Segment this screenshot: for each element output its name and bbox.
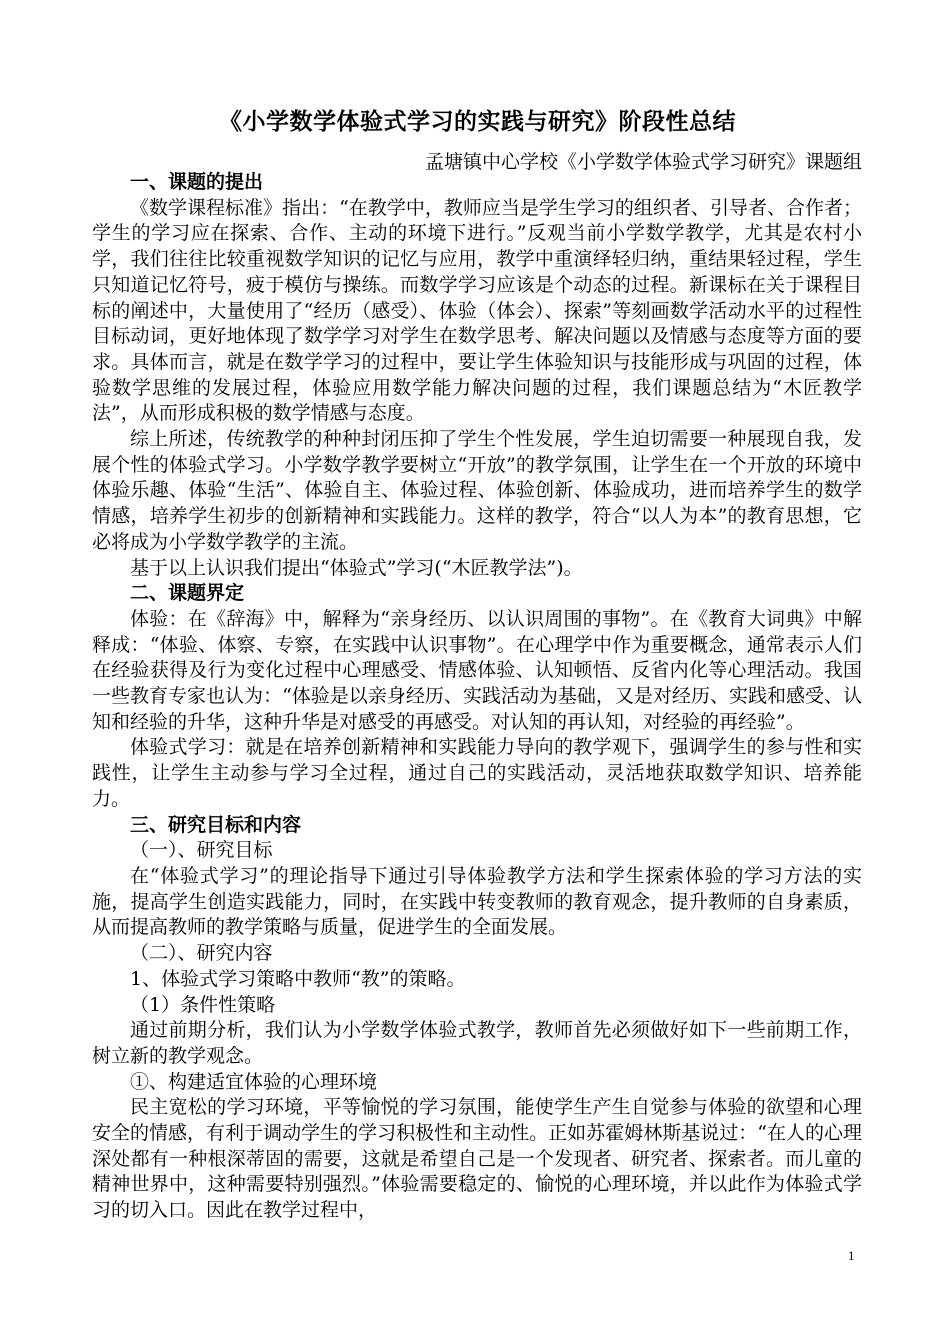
body-paragraph: 体验：在《辞海》中，解释为“亲身经历、以认识周围的事物”。在《教育大词典》中解释成：“体验、体察、专察，在实践中认识事物”。在心理学中作为重要概念，通常表示人们在经验获得及行为变化过程中心理感受、情感体验、认知顿悟、反省内化等心理活动。我国一些教育专家也认为：“体验是以亲身经历、实践活动为基础，又是对经历、实践和感受、认知和经验的升华，这种升华是对感受的再感受。对认知的再认知，对经验的再经验”。 xyxy=(92,607,862,733)
body-paragraph: 在“体验式学习”的理论指导下通过引导体验教学方法和学生探索体验的学习方法的实施，提高学生创造实践能力，同时，在实践中转变教师的教育观念，提升教师的自身素质，从而提高教师的教学策略与质量，促进学生的全面发展。 xyxy=(92,864,862,939)
list-item: ①、构建适宜体验的心理环境 xyxy=(130,1070,378,1093)
list-item: （1）条件性策略 xyxy=(130,993,276,1016)
body-paragraph: 体验式学习：就是在培养创新精神和实践能力导向的教学观下，强调学生的参与性和实践性，让学生主动参与学习全过程，通过自己的实践活动，灵活地获取数学知识、培养能力。 xyxy=(92,736,862,810)
body-paragraph: 民主宽松的学习环境，平等愉悦的学习氛围，能使学生产生自觉参与体验的欲望和心理安全的情感，有利于调动学生的学习积极性和主动性。正如苏霍姆林斯基说过：“在人的心理深处都有一种根深蒂固的需要，这就是希望自己是一个发现者、研究者、探索者。而儿童的精神世界中，这种需要特别强烈。”体验需要稳定的、愉悦的心理环境，并以此作为体验式学习的切入口。因此在教学过程中， xyxy=(92,1096,862,1222)
body-paragraph: 通过前期分析，我们认为小学数学体验式教学，教师首先必须做好如下一些前期工作，树立新的教学观念。 xyxy=(92,1019,862,1067)
subsection-heading: （二）、研究内容 xyxy=(130,942,273,965)
body-paragraph: 《数学课程标准》指出：“在教学中，教师应当是学生学习的组织者、引导者、合作者；学生的学习应在探索、合作、主动的环境下进行。”反观当前小学数学教学，尤其是农村小学，我们往往比较重视数学知识的记忆与应用，教学中重演绎轻归纳，重结果轻过程，学生只知道记忆符号，疲于模仿与操练。而数学学习应该是个动态的过程。新课标在关于课程目标的阐述中，大量使用了“经历（感受）、体验（体会）、探索”等刻画数学活动水平的过程性目标动词，更好地体现了数学学习对学生在数学思考、解决问题以及情感与态度等方面的要求。具体而言，就是在数学学习的过程中，要让学生体验知识与技能形成与巩固的过程，体验数学思维的发展过程，体验应用数学能力解决问题的过程，我们课题总结为“木匠教学法”，从而形成积极的数学情感与态度。 xyxy=(92,196,862,425)
body-paragraph: 基于以上认识我们提出“体验式”学习(“木匠教学法”)。 xyxy=(130,556,583,579)
section-heading: 二、课题界定 xyxy=(130,582,245,605)
subsection-heading: （一）、研究目标 xyxy=(130,839,273,862)
list-item: 1、体验式学习策略中教师“教”的策略。 xyxy=(130,967,466,990)
section-heading: 一、课题的提出 xyxy=(130,171,264,193)
document-title: 《小学数学体验式学习的实践与研究》阶段性总结 xyxy=(219,108,736,135)
document-body xyxy=(92,170,862,1224)
body-paragraph: 综上所述，传统教学的种种封闭压抑了学生个性发展，学生迫切需要一种展现自我，发展个性的体验式学习。小学数学教学要树立“开放”的教学氛围，让学生在一个开放的环境中体验乐趣、体验“生活”、体验自主、体验过程、体验创新、体验成功，进而培养学生的数学情感，培养学生初步的创新精神和实践能力。这样的教学，符合“以人为本”的教育思想，它必将成为小学数学教学的主流。 xyxy=(92,428,862,553)
document-subtitle: 孟塘镇中心学校《小学数学体验式学习研究》课题组 xyxy=(424,151,862,173)
section-heading: 三、研究目标和内容 xyxy=(130,813,302,836)
page-number: 1 xyxy=(848,1248,855,1263)
